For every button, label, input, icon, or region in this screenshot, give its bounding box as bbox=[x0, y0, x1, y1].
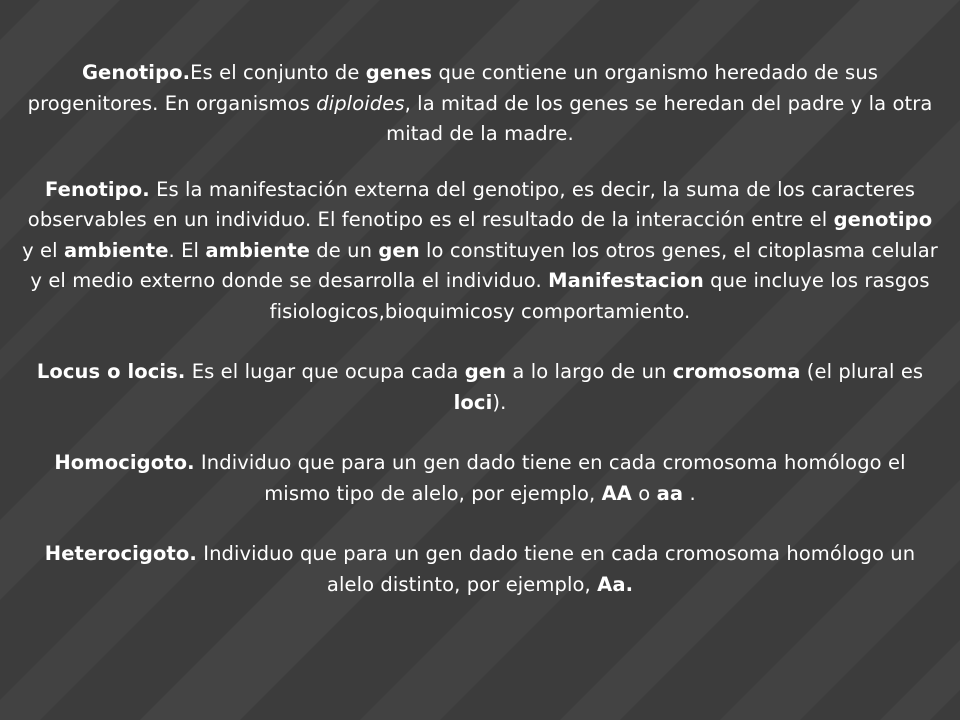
spacer bbox=[20, 418, 940, 448]
homocigoto-text-3: . bbox=[683, 481, 696, 505]
genotipo-paragraph bbox=[20, 58, 940, 150]
fenotipo-text-1: Es la manifestación externa del genotipo, es decir, la suma de los caracteres observables en un individuo. El fenotipo es el resultado de la interacción entre el bbox=[27, 177, 915, 231]
homocigoto-bold-1: AA bbox=[601, 481, 632, 505]
locus-text-1: Es el lugar que ocupa cada bbox=[185, 360, 465, 383]
locus-text-4: ). bbox=[492, 390, 507, 414]
fenotipo-text-5: lo constituyen los otros genes, el citoplasma celular y el medio externo donde se desarrolla el individuo. bbox=[30, 238, 938, 292]
homocigoto-term: Homocigoto. bbox=[54, 451, 195, 474]
homocigoto-bold-2: aa bbox=[656, 481, 684, 505]
locus-bold-2: cromosoma bbox=[672, 360, 801, 383]
homocigoto-text-1: Individuo que para un gen dado tiene en cada cromosoma homólogo el mismo tipo de alelo, por ejemplo, bbox=[194, 451, 906, 505]
fenotipo-bold-4: gen bbox=[378, 238, 420, 262]
locus-paragraph bbox=[20, 357, 940, 418]
genotipo-text-3: , la mitad de los genes se heredan del padre y la otra mitad de la madre. bbox=[386, 91, 933, 145]
heterocigoto-paragraph bbox=[20, 539, 940, 600]
genotipo-term: Genotipo. bbox=[81, 61, 191, 84]
genotipo-italic-1: diploides bbox=[316, 91, 405, 115]
stripe bbox=[880, 640, 960, 720]
fenotipo-bold-1: genotipo bbox=[833, 208, 933, 231]
homocigoto-text-2: o bbox=[632, 481, 657, 505]
genotipo-bold-1: genes bbox=[365, 61, 433, 84]
locus-text-3: (el plural es bbox=[800, 360, 924, 383]
homocigoto-paragraph bbox=[20, 448, 940, 509]
fenotipo-term: Fenotipo. bbox=[45, 177, 150, 201]
genotipo-text-1: Es el conjunto de bbox=[190, 61, 366, 84]
locus-term: Locus o locis. bbox=[36, 360, 186, 383]
fenotipo-text-3: . El bbox=[168, 238, 206, 262]
spacer bbox=[20, 509, 940, 539]
spacer bbox=[20, 327, 940, 357]
locus-bold-3: loci bbox=[453, 390, 493, 414]
fenotipo-bold-3: ambiente bbox=[205, 238, 310, 262]
genotipo-text-2: que contiene un organismo heredado de sus progenitores. En organismos bbox=[27, 61, 879, 115]
fenotipo-text-4: de un bbox=[309, 238, 379, 262]
fenotipo-text-6: que incluye los rasgos fisiologicos,bioquimicosy comportamiento. bbox=[269, 269, 930, 323]
heterocigoto-bold-1: Aa. bbox=[597, 572, 634, 596]
slide-content bbox=[20, 58, 940, 600]
fenotipo-paragraph bbox=[20, 155, 940, 328]
heterocigoto-term: Heterocigoto. bbox=[44, 542, 197, 565]
locus-text-2: a lo largo de un bbox=[506, 360, 673, 383]
fenotipo-bold-2: ambiente bbox=[63, 238, 169, 262]
fenotipo-text-2: y el bbox=[22, 238, 64, 262]
locus-bold-1: gen bbox=[464, 360, 507, 383]
heterocigoto-text-1: Individuo que para un gen dado tiene en cada cromosoma homólogo un alelo distinto, por ejemplo, bbox=[196, 542, 916, 596]
fenotipo-bold-5: Manifestacion bbox=[548, 269, 704, 292]
